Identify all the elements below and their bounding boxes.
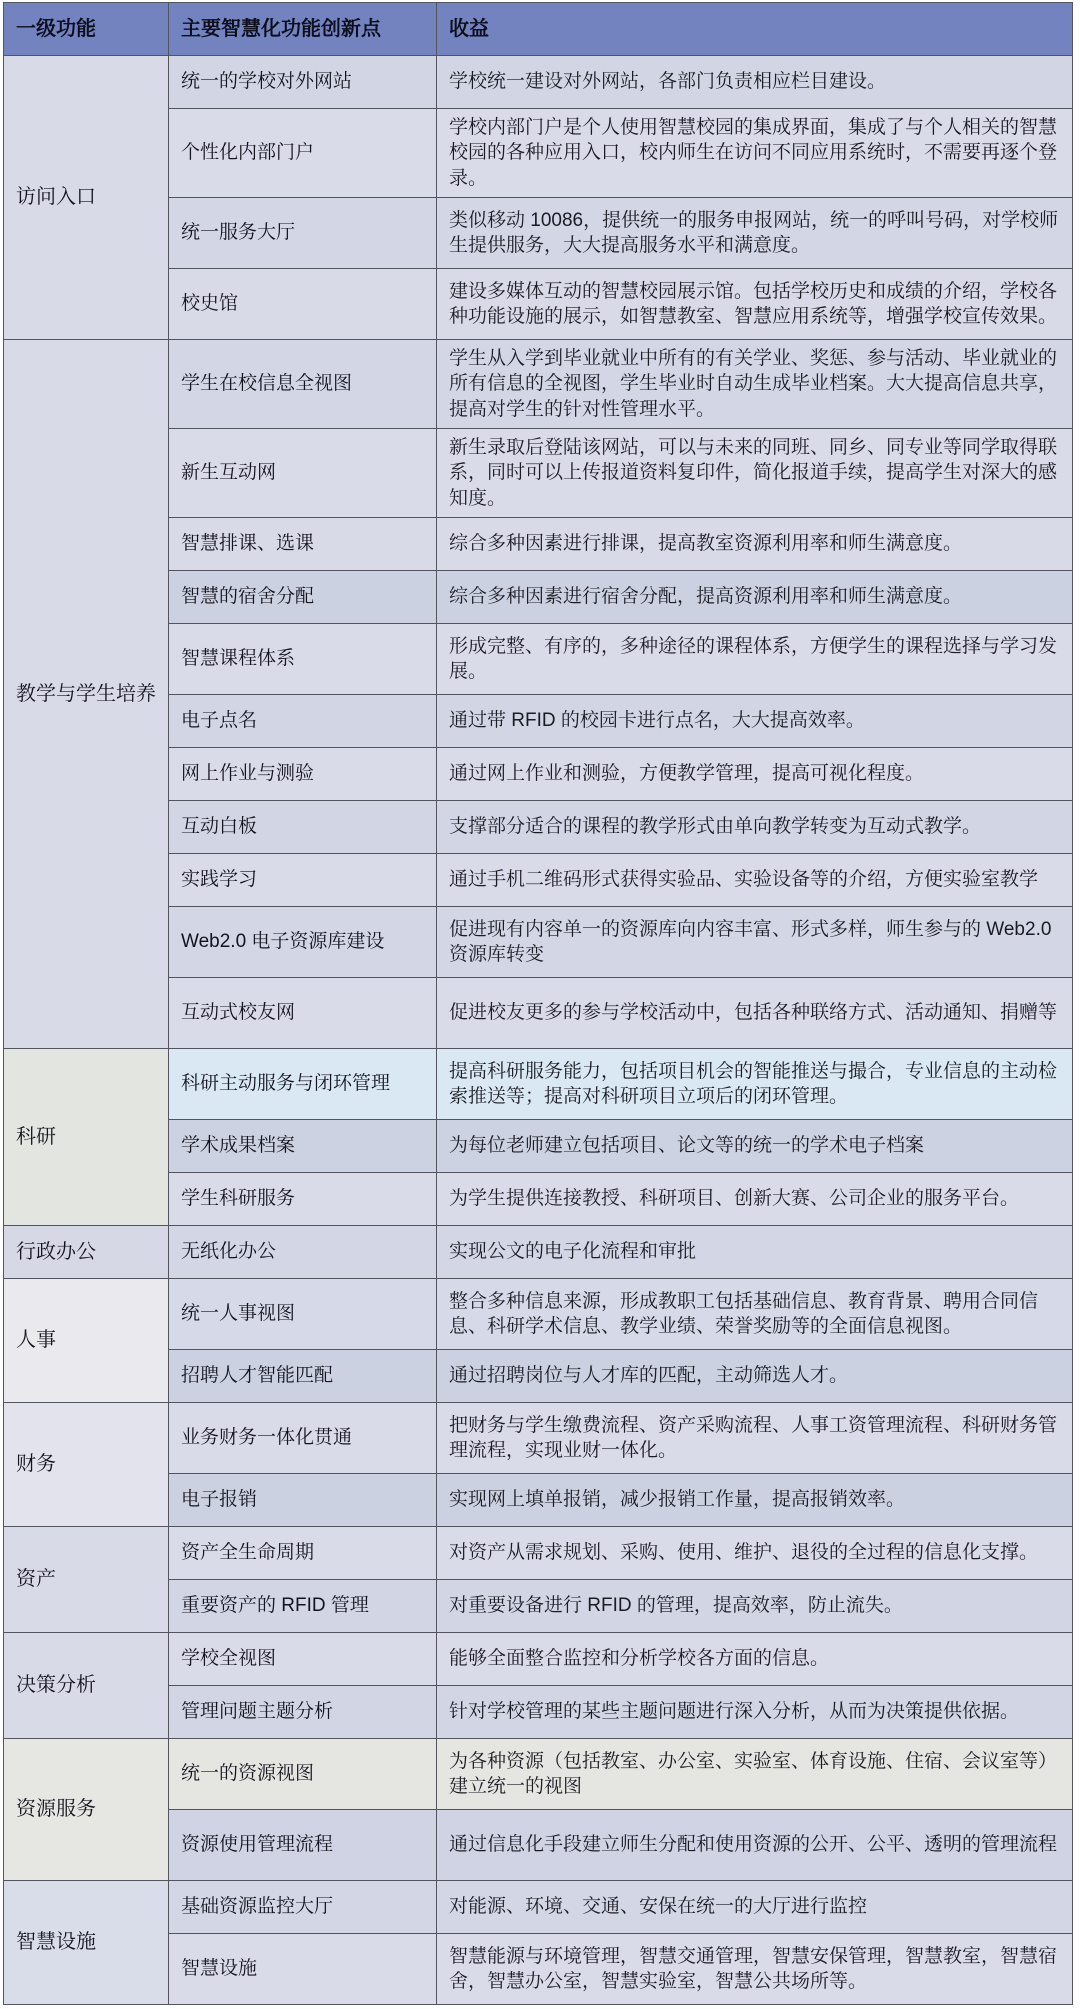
feature-cell: 业务财务一体化贯通 [169, 1403, 437, 1474]
benefit-cell: 为各种资源（包括教室、办公室、实验室、体育设施、住宿、会议室等）建立统一的视图 [437, 1739, 1073, 1810]
benefit-cell: 整合多种信息来源，形成教职工包括基础信息、教育背景、聘用合同信息、科研学术信息、教学业绩、荣誉奖励等的全面信息视图。 [437, 1279, 1073, 1350]
group-cell: 人事 [4, 1279, 169, 1403]
benefit-cell: 能够全面整合监控和分析学校各方面的信息。 [437, 1633, 1073, 1686]
table-row [4, 1403, 1073, 1474]
feature-table [3, 2, 1073, 2005]
feature-cell: 电子点名 [169, 695, 437, 748]
feature-cell: 基础资源监控大厅 [169, 1881, 437, 1934]
feature-cell: 个性化内部门户 [169, 109, 437, 198]
feature-cell: 学术成果档案 [169, 1120, 437, 1173]
feature-cell: 重要资产的 RFID 管理 [169, 1580, 437, 1633]
benefit-cell: 为每位老师建立包括项目、论文等的统一的学术电子档案 [437, 1120, 1073, 1173]
group-cell: 教学与学生培养 [4, 340, 169, 1049]
header-cell-level1-function: 一级功能 [4, 3, 169, 56]
benefit-cell: 对重要设备进行 RFID 的管理，提高效率，防止流失。 [437, 1580, 1073, 1633]
benefit-cell: 对资产从需求规划、采购、使用、维护、退役的全过程的信息化支撑。 [437, 1527, 1073, 1580]
benefit-cell: 提高科研服务能力，包括项目机会的智能推送与撮合，专业信息的主动检索推送等；提高对科研项目立项后的闭环管理。 [437, 1049, 1073, 1120]
header-row [4, 3, 1073, 56]
feature-cell: 管理问题主题分析 [169, 1686, 437, 1739]
benefit-cell: 通过手机二维码形式获得实验品、实验设备等的介绍，方便实验室教学 [437, 854, 1073, 907]
benefit-cell: 促进现有内容单一的资源库向内容丰富、形式多样，师生参与的 Web2.0 资源库转变 [437, 907, 1073, 978]
table-row [4, 1881, 1073, 1934]
feature-cell: 学生科研服务 [169, 1173, 437, 1226]
benefit-cell: 学生从入学到毕业就业中所有的有关学业、奖惩、参与活动、毕业就业的所有信息的全视图，学生毕业时自动生成毕业档案。大大提高信息共享，提高对学生的针对性管理水平。 [437, 340, 1073, 429]
benefit-cell: 通过信息化手段建立师生分配和使用资源的公开、公平、透明的管理流程 [437, 1810, 1073, 1881]
header-cell-innovation-points: 主要智慧化功能创新点 [169, 3, 437, 56]
table-row [4, 1226, 1073, 1279]
feature-cell: Web2.0 电子资源库建设 [169, 907, 437, 978]
table-row [4, 1049, 1073, 1120]
feature-cell: 智慧设施 [169, 1934, 437, 2005]
table-row [4, 56, 1073, 109]
feature-cell: 校史馆 [169, 269, 437, 340]
table-row [4, 1739, 1073, 1810]
table-header [4, 3, 1073, 56]
feature-cell: 智慧的宿舍分配 [169, 571, 437, 624]
group-cell: 访问入口 [4, 56, 169, 340]
feature-cell: 智慧排课、选课 [169, 518, 437, 571]
group-cell: 科研 [4, 1049, 169, 1226]
group-cell: 行政办公 [4, 1226, 169, 1279]
benefit-cell: 针对学校管理的某些主题问题进行深入分析，从而为决策提供依据。 [437, 1686, 1073, 1739]
feature-cell: 无纸化办公 [169, 1226, 437, 1279]
feature-cell: 统一的学校对外网站 [169, 56, 437, 109]
benefit-cell: 通过网上作业和测验，方便教学管理，提高可视化程度。 [437, 748, 1073, 801]
feature-cell: 招聘人才智能匹配 [169, 1350, 437, 1403]
feature-cell: 互动式校友网 [169, 978, 437, 1049]
benefit-cell: 建设多媒体互动的智慧校园展示馆。包括学校历史和成绩的介绍，学校各种功能设施的展示，如智慧教室、智慧应用系统等，增强学校宣传效果。 [437, 269, 1073, 340]
feature-cell: 统一的资源视图 [169, 1739, 437, 1810]
group-cell: 资源服务 [4, 1739, 169, 1881]
benefit-cell: 智慧能源与环境管理，智慧交通管理，智慧安保管理，智慧教室，智慧宿舍，智慧办公室，智慧实验室，智慧公共场所等。 [437, 1934, 1073, 2005]
benefit-cell: 学校统一建设对外网站，各部门负责相应栏目建设。 [437, 56, 1073, 109]
benefit-cell: 通过带 RFID 的校园卡进行点名，大大提高效率。 [437, 695, 1073, 748]
table-row [4, 340, 1073, 429]
benefit-cell: 综合多种因素进行宿舍分配，提高资源利用率和师生满意度。 [437, 571, 1073, 624]
benefit-cell: 形成完整、有序的，多种途径的课程体系，方便学生的课程选择与学习发展。 [437, 624, 1073, 695]
group-cell: 资产 [4, 1527, 169, 1633]
benefit-cell: 对能源、环境、交通、安保在统一的大厅进行监控 [437, 1881, 1073, 1934]
feature-cell: 互动白板 [169, 801, 437, 854]
table-body [4, 56, 1073, 2005]
feature-cell: 统一人事视图 [169, 1279, 437, 1350]
benefit-cell: 学校内部门户是个人使用智慧校园的集成界面，集成了与个人相关的智慧校园的各种应用入口，校内师生在访问不同应用系统时，不需要再逐个登录。 [437, 109, 1073, 198]
feature-cell: 新生互动网 [169, 429, 437, 518]
group-cell: 财务 [4, 1403, 169, 1527]
benefit-cell: 类似移动 10086，提供统一的服务申报网站，统一的呼叫号码，对学校师生提供服务，大大提高服务水平和满意度。 [437, 198, 1073, 269]
benefit-cell: 促进校友更多的参与学校活动中，包括各种联络方式、活动通知、捐赠等 [437, 978, 1073, 1049]
table-row [4, 1633, 1073, 1686]
feature-cell: 电子报销 [169, 1474, 437, 1527]
benefit-cell: 实现公文的电子化流程和审批 [437, 1226, 1073, 1279]
benefit-cell: 通过招聘岗位与人才库的匹配，主动筛选人才。 [437, 1350, 1073, 1403]
feature-cell: 资源使用管理流程 [169, 1810, 437, 1881]
benefit-cell: 综合多种因素进行排课，提高教室资源利用率和师生满意度。 [437, 518, 1073, 571]
table-row [4, 1279, 1073, 1350]
feature-cell: 网上作业与测验 [169, 748, 437, 801]
benefit-cell: 实现网上填单报销，减少报销工作量，提高报销效率。 [437, 1474, 1073, 1527]
feature-cell: 科研主动服务与闭环管理 [169, 1049, 437, 1120]
feature-cell: 统一服务大厅 [169, 198, 437, 269]
feature-cell: 资产全生命周期 [169, 1527, 437, 1580]
group-cell: 决策分析 [4, 1633, 169, 1739]
benefit-cell: 为学生提供连接教授、科研项目、创新大赛、公司企业的服务平台。 [437, 1173, 1073, 1226]
group-cell: 智慧设施 [4, 1881, 169, 2005]
feature-cell: 学生在校信息全视图 [169, 340, 437, 429]
benefit-cell: 新生录取后登陆该网站，可以与未来的同班、同乡、同专业等同学取得联系，同时可以上传报道资料复印件，简化报道手续，提高学生对深大的感知度。 [437, 429, 1073, 518]
header-cell-benefit: 收益 [437, 3, 1073, 56]
feature-cell: 智慧课程体系 [169, 624, 437, 695]
feature-cell: 实践学习 [169, 854, 437, 907]
feature-cell: 学校全视图 [169, 1633, 437, 1686]
benefit-cell: 把财务与学生缴费流程、资产采购流程、人事工资管理流程、科研财务管理流程，实现业财一体化。 [437, 1403, 1073, 1474]
table-row [4, 1527, 1073, 1580]
benefit-cell: 支撑部分适合的课程的教学形式由单向教学转变为互动式教学。 [437, 801, 1073, 854]
